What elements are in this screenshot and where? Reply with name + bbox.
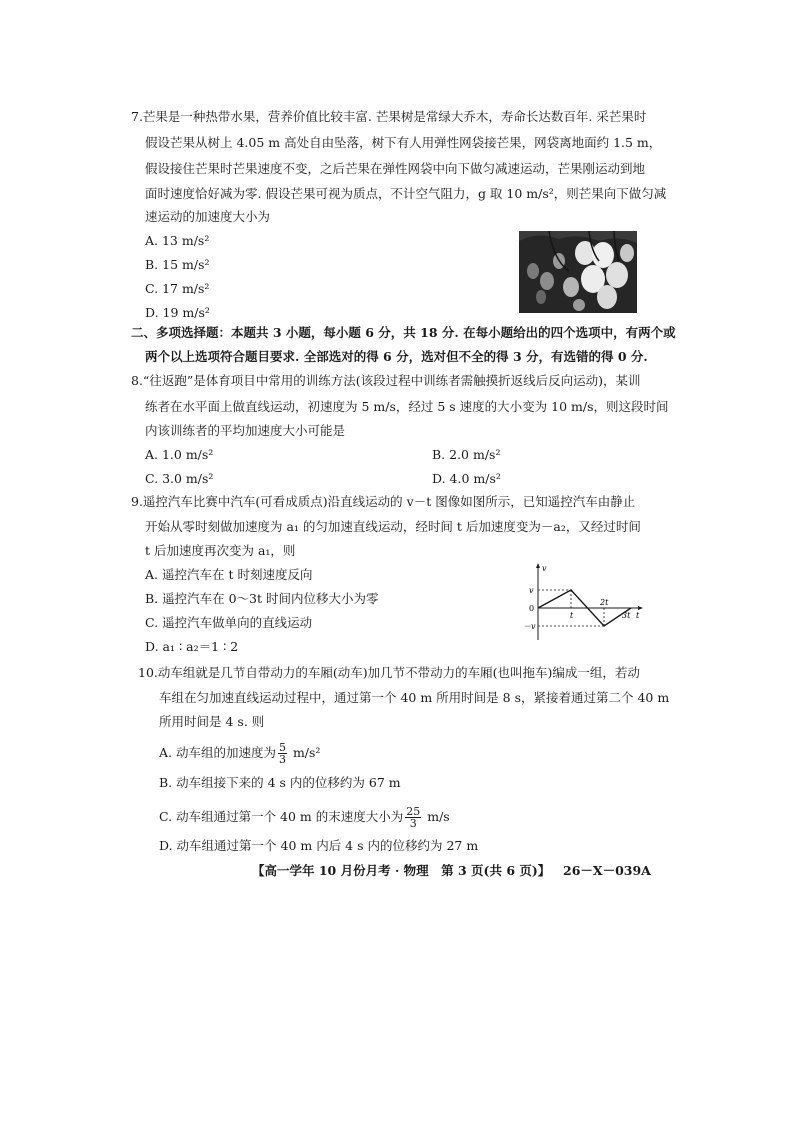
mango-photo (519, 231, 637, 313)
section-2-line-2: 两个以上选项符合题目要求. 全部选对的得 6 分，选对但不全的得 3 分，有选错的得 0 分. (145, 349, 648, 364)
q8-option-d: D. 4.0 m/s² (432, 471, 501, 486)
section-2-line-1: 二、多项选择题：本题共 3 小题，每小题 6 分，共 18 分. 在每小题给出的四个选项中，有两个或 (131, 325, 676, 340)
q9-option-d: D. a₁ ∶ a₂＝1 ∶ 2 (145, 639, 239, 654)
q7-line-1: 7.芒果是一种热带水果，营养价值比较丰富. 芒果树是常绿大乔木，寿命长达数百年. 采芒果时 (131, 109, 647, 124)
q10-option-a-numerator: 5 (278, 741, 286, 754)
q10-option-c-denominator: 3 (409, 817, 417, 830)
q7-option-a: A. 13 m/s² (145, 233, 210, 248)
q10-option-c-numerator: 25 (406, 805, 421, 818)
q10-option-d: D. 动车组通过第一个 40 m 内后 4 s 内的位移约为 27 m (159, 838, 479, 853)
q9-option-c: C. 遥控汽车做单向的直线运动 (145, 615, 313, 630)
q10-option-c-unit: m/s (423, 809, 450, 824)
q10-option-c-text: C. 动车组通过第一个 40 m 的末速度大小为 (159, 809, 404, 824)
q7-line-4: 面时速度恰好减为零. 假设芒果可视为质点，不计空气阻力，g 取 10 m/s²，则芒果向下做匀减 (145, 186, 667, 201)
q10-option-a-unit: m/s² (288, 745, 321, 760)
q7-line-2: 假设芒果从树上 4.05 m 高处自由坠落，树下有人用弹性网袋接芒果，网袋离地面约 1.5 m， (145, 135, 662, 150)
v-tick-label: v (529, 586, 534, 595)
mango-tree-image (519, 231, 637, 313)
q7-option-c: C. 17 m/s² (145, 281, 210, 296)
3t-tick-label: 3t (622, 611, 631, 620)
q9-line-2: 开始从零时刻做加速度为 a₁ 的匀加速直线运动，经时间 t 后加速度变为－a₂，又经过时间 (145, 519, 641, 534)
origin-label: 0 (529, 604, 535, 613)
q8-option-c: C. 3.0 m/s² (145, 471, 214, 486)
q10-line-2: 车组在匀加速直线运动过程中，通过第一个 40 m 所用时间是 8 s，紧接着通过第二个 40 m (159, 690, 670, 705)
2t-tick-label: 2t (600, 598, 609, 607)
q10-option-a (159, 742, 320, 765)
q10-option-a-fraction (278, 742, 287, 765)
q7-option-d: D. 19 m/s² (145, 305, 210, 320)
t-tick-label: t (570, 611, 574, 620)
q8-option-b: B. 2.0 m/s² (432, 447, 501, 462)
q10-option-a-text: A. 动车组的加速度为 (159, 745, 276, 760)
footer-code: 26－X－039A (563, 863, 651, 878)
footer-left: 【高一学年 10 月份月考 · 物理 第 3 页(共 6 页)】 (252, 863, 551, 878)
q7-line-3: 假设接住芒果时芒果速度不变，之后芒果在弹性网袋中向下做匀减速运动，芒果刚运动到地 (145, 161, 646, 176)
neg-v-tick-label: －v (523, 622, 536, 631)
q7-option-b: B. 15 m/s² (145, 257, 210, 272)
v-axis-arrow (536, 563, 540, 568)
q9-line-1: 9.遥控汽车比赛中汽车(可看成质点)沿直线运动的 v－t 图像如图所示，已知遥控汽车由静止 (131, 494, 636, 509)
q9-option-b: B. 遥控汽车在 0～3t 时间内位移大小为零 (145, 591, 379, 606)
q9-option-a: A. 遥控汽车在 t 时刻速度反向 (145, 567, 313, 582)
q8-line-1: 8.“往返跑”是体育项目中常用的训练方法(该段过程中训练者需触摸折返线后反向运动)，某训 (131, 373, 641, 388)
q10-option-b: B. 动车组接下来的 4 s 内的位移约为 67 m (159, 775, 401, 790)
v-axis-label: v (542, 564, 547, 573)
q8-line-3: 内该训练者的平均加速度大小可能是 (145, 423, 346, 438)
q7-line-5: 速运动的加速度大小为 (145, 209, 271, 224)
q8-line-2: 练者在水平面上做直线运动，初速度为 5 m/s，经过 5 s 速度的大小变为 10 m/s，则这段时间 (145, 399, 669, 414)
t-axis-label: t (636, 611, 640, 620)
q10-option-a-denominator: 3 (278, 753, 286, 766)
q9-line-3: t 后加速度再次变为 a₁，则 (145, 543, 296, 558)
q10-line-3: 所用时间是 4 s. 则 (159, 714, 265, 729)
q10-option-c (159, 806, 450, 829)
q10-line-1: 10.动车组就是几节自带动力的车厢(动车)加几节不带动力的车厢(也叫拖车)编成一组，若动 (138, 665, 640, 680)
vt-graph (518, 560, 646, 644)
t-axis-arrow (638, 606, 643, 610)
q8-option-a: A. 1.0 m/s² (145, 447, 214, 462)
q10-option-c-fraction (405, 806, 421, 829)
